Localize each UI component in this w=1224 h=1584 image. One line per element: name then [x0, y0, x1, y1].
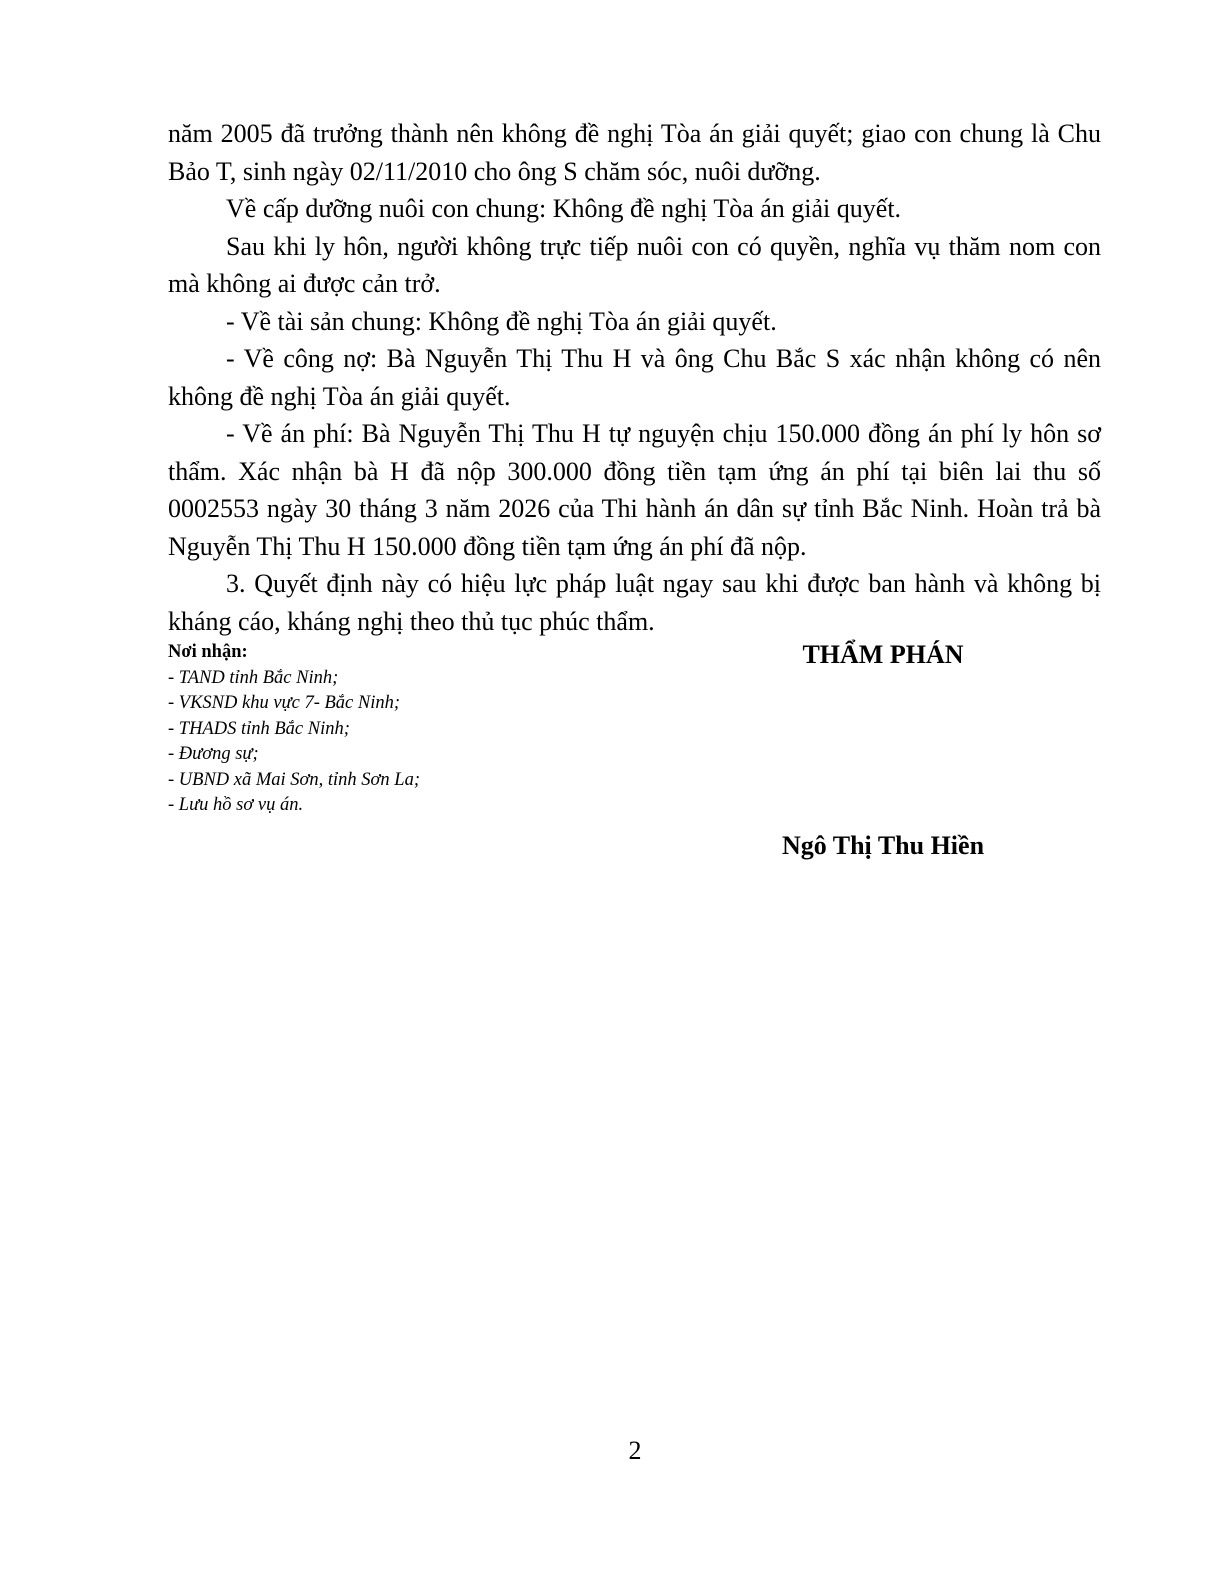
paragraph-court-fees: - Về án phí: Bà Nguyễn Thị Thu H tự nguyện chịu 150.000 đồng án phí ly hôn sơ thẩm. Xác nhận bà H đã nộp 300.000 đồng tiền tạm ứng án phí tại biên lai thu số 0002553 ngày 30 tháng 3 năm 2026 của Thi hành án dân sự tỉnh Bắc Ninh. Hoàn trả bà Nguyễn Thị Thu H 150.000 đồng tiền tạm ứng án phí đã nộp.	[168, 419, 1101, 561]
paragraph-legal-effect: 3. Quyết định này có hiệu lực pháp luật ngay sau khi được ban hành và không bị kháng cáo, kháng nghị theo thủ tục phúc thẩm.	[168, 569, 1101, 636]
signer-title: THẨM PHÁN	[802, 640, 964, 669]
recipient-item: - VKSND khu vực 7- Bắc Ninh;	[168, 693, 401, 713]
page-number: 2	[628, 1436, 642, 1465]
paragraph-debts: - Về công nợ: Bà Nguyễn Thị Thu H và ông Chu Bắc S xác nhận không có nên không đề nghị Tòa án giải quyết.	[168, 344, 1101, 411]
paragraph-child-support: Về cấp dưỡng nuôi con chung: Không đề nghị Tòa án giải quyết.	[226, 194, 902, 223]
signer-name: Ngô Thị Thu Hiền	[781, 831, 985, 860]
recipient-item: - Đương sự;	[168, 744, 259, 764]
recipients-block	[168, 640, 588, 819]
recipient-item: - UBND xã Mai Sơn, tỉnh Sơn La;	[168, 769, 421, 790]
recipient-item: - THADS tỉnh Bắc Ninh;	[168, 718, 350, 739]
paragraph-common-property: - Về tài sản chung: Không đề nghị Tòa án giải quyết.	[226, 306, 777, 336]
paragraph-custody: năm 2005 đã trưởng thành nên không đề nghị Tòa án giải quyết; giao con chung là Chu Bảo T, sinh ngày 02/11/2010 cho ông S chăm sóc, nuôi dưỡng.	[168, 119, 1101, 186]
recipient-item: - Lưu hồ sơ vụ án.	[168, 795, 304, 815]
recipient-item: - TAND tỉnh Bắc Ninh;	[168, 667, 339, 688]
decision-body	[168, 115, 1101, 640]
paragraph-visitation: Sau khi ly hôn, người không trực tiếp nuôi con có quyền, nghĩa vụ thăm nom con mà không ai được cản trở.	[168, 231, 1101, 298]
recipients-list	[168, 666, 588, 819]
recipients-heading: Nơi nhận:	[168, 642, 248, 662]
